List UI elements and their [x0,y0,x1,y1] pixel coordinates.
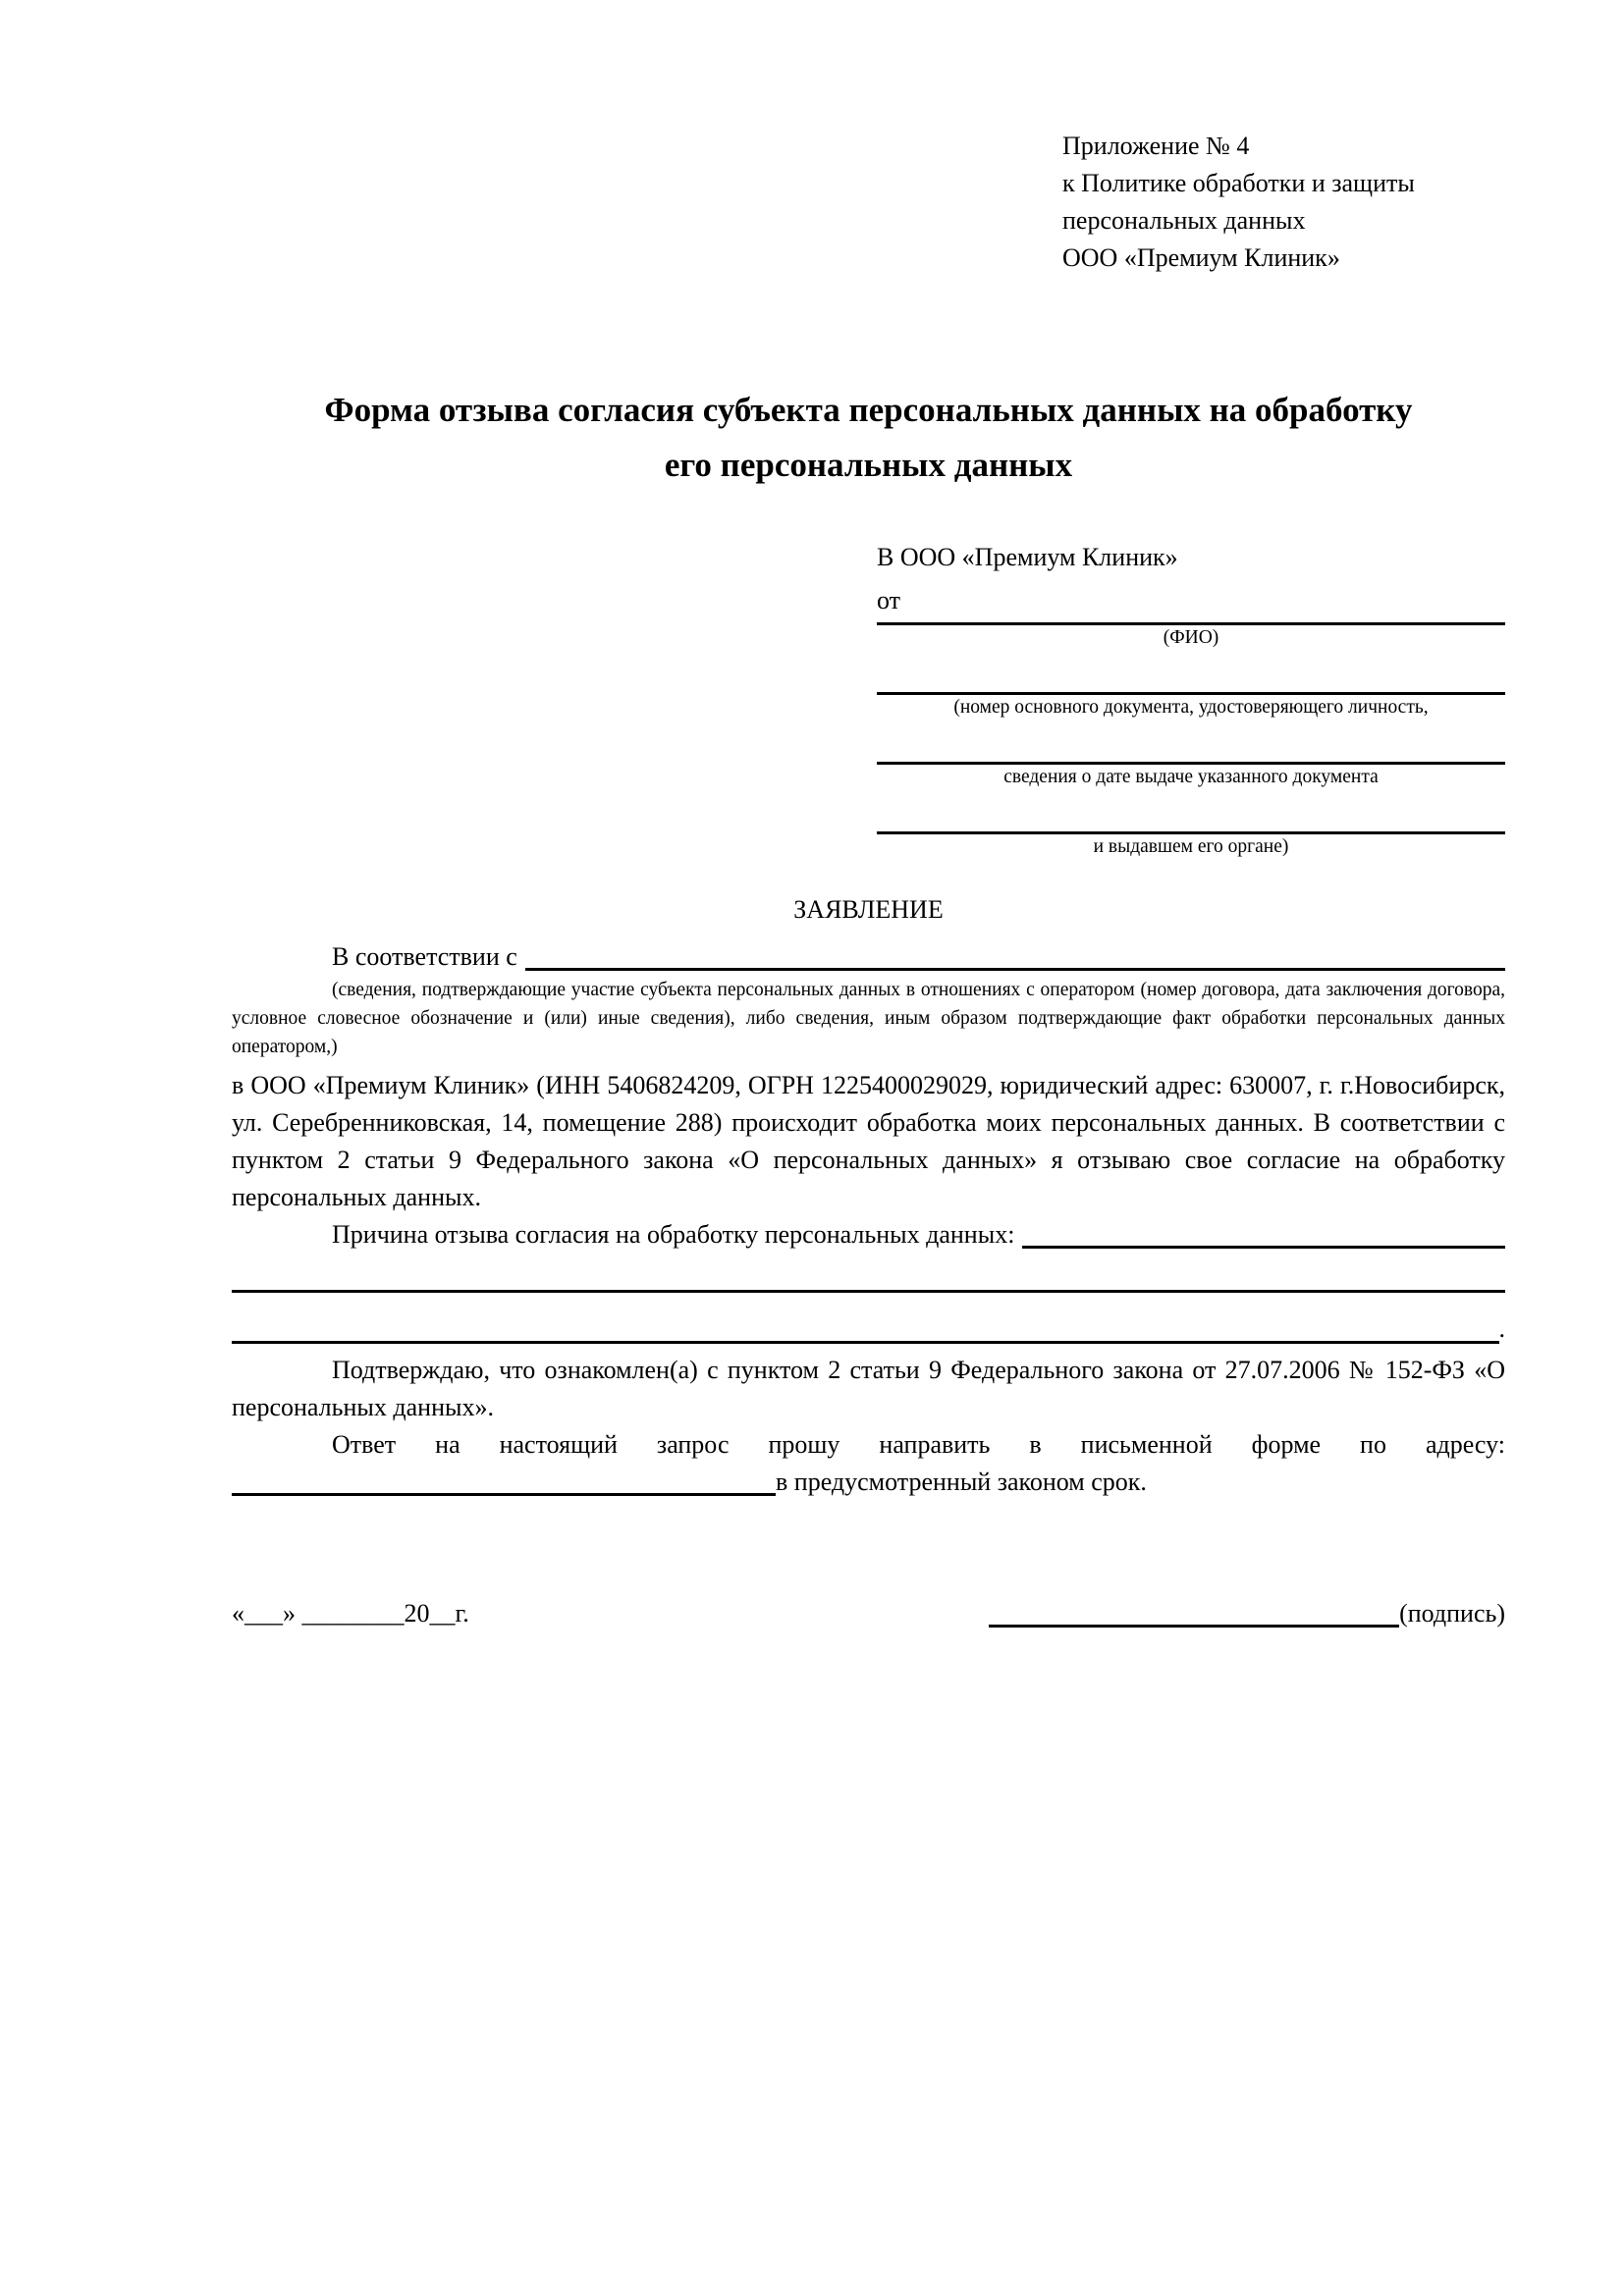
recipient-to: В ООО «Премиум Клиник» [877,543,1178,571]
confirmation-paragraph: Подтверждаю, что ознакомлен(а) с пунктом 2 статьи 9 Федерального закона от 27.07.2006 № 152-ФЗ «О персональных данных». [232,1356,1505,1421]
appendix-line: Приложение № 4 [1062,132,1250,160]
blank-line-terminator: . [1498,1314,1505,1343]
statement-heading: ЗАЯВЛЕНИЕ [793,895,944,924]
signature-label: (подпись) [1399,1599,1505,1628]
reason-blank-line-2 [232,1290,1505,1293]
accordance-note: (сведения, подтверждающие участие субъекта персональных данных в отношениях с оператором (номер договора, дата заключения договора, условное словесное обозначение и (или) иные сведения), либо сведения, иным образом подтверждающие факт обработки персональных данных оператором,) [232,980,1505,1057]
appendix-line: к Политике обработки и защиты [1062,169,1415,197]
signature-part [989,1595,1505,1632]
document-title [232,383,1505,493]
reason-blank-line [1022,1216,1505,1249]
date-line: «___» ________20__г. [232,1599,469,1628]
issuing-authority-field [877,831,1505,860]
reply-request-line: Ответ на настоящий запрос прошу направить в письменной форме по адресу: [332,1430,1505,1459]
appendix-header [1062,128,1505,277]
reason-continuation-row [232,1254,1505,1293]
fio-field-label: (ФИО) [1163,627,1219,648]
fio-field [877,622,1505,651]
document-number-field-label: (номер основного документа, удостоверяющего личность, [953,697,1429,718]
reply-address-blank-line [232,1493,776,1496]
reply-tail: в предусмотренный законом срок. [776,1468,1147,1496]
reason-row [232,1216,1505,1254]
issue-date-field-label: сведения о дате выдаче указанного документа [1003,767,1379,787]
paragraph-indent [232,938,332,976]
document-number-field [877,692,1505,721]
signature-blank-line [989,1625,1399,1628]
document-title-line: Форма отзыва согласия субъекта персональных данных на обработку [324,391,1413,429]
appendix-line: ООО «Премиум Клиник» [1062,243,1340,272]
reply-address-row [232,1464,1505,1501]
accordance-lead: В соответствии с [332,942,517,971]
reason-lead: Причина отзыва согласия на обработку персональных данных: [332,1220,1015,1249]
appendix-line: персональных данных [1062,206,1306,235]
issue-date-field [877,762,1505,790]
issuing-authority-field-label: и выдавшем его органе) [1093,836,1289,857]
accordance-blank-line [525,938,1505,971]
accordance-row [232,938,1505,976]
paragraph-indent [232,1216,332,1254]
reason-blank-line-3 [232,1341,1499,1344]
reason-continuation-row [232,1305,1505,1344]
document-title-line: его персональных данных [664,446,1073,484]
recipient-block [877,536,1505,860]
recipient-from-label: от [877,586,901,614]
footer-row [232,1595,1505,1632]
operator-paragraph: в ООО «Премиум Клиник» (ИНН 5406824209, ОГРН 1225400029029, юридический адрес: 630007, г. г.Новосибирск, ул. Серебренниковская, 14, помещение 288) происходит обработка моих персональных данных. В соответствии с пунктом 2 статьи 9 Федерального закона «О персональных данных» я отзываю свое согласие на обработку персональных данных. [232,1071,1505,1211]
